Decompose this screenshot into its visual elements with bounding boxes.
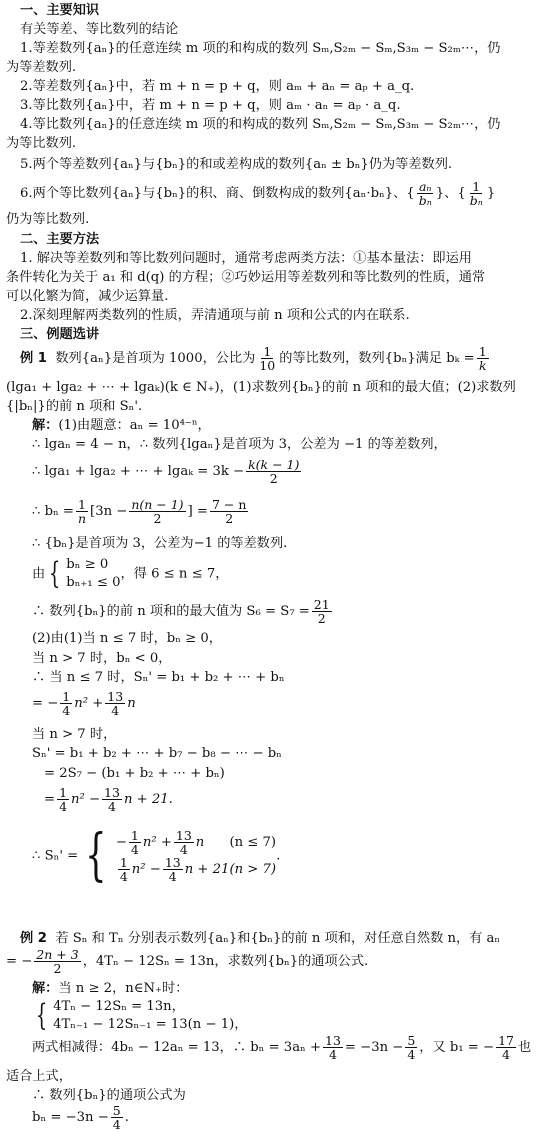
- example-1-line2: (lga₁ + lga₂ + ⋯ + lgaₖ)(k ∈ N₊)，(1)求数列{bₙ}的前 n 项和的最大值；(2)求数列: [6, 380, 516, 395]
- intro-line: 有关等差、等比数列的结论: [20, 22, 179, 37]
- item-2: 2.等差数列{aₙ}中，若 m + n = p + q，则 aₘ + aₙ = aₚ + a_q.: [20, 79, 415, 94]
- method-line-1: 1. 解决等差数列和等比数列问题时，通常考虑两类方法：①基本量法：即运用: [20, 251, 472, 266]
- example-1-line3: {|bₙ|}的前 n 项和 Sₙ'.: [6, 399, 143, 414]
- example-1-line1: 例 1 数列{aₙ}是首项为 1000，公比为 $\frac{1}{10}$ 的等比数列，数列{bₙ}满足 bₖ = $\frac{1}{k}$: [20, 344, 487, 374]
- solution-1-part2-line3: ∴ 当 n ≤ 7 时，Sₙ' = b₁ + b₂ + ⋯ + bₙ: [32, 670, 285, 685]
- method-line-3: 可以化繁为简，减少运算量.: [6, 289, 169, 304]
- solution-1-step5: ∴ {bₙ}是首项为 3，公差为−1 的等差数列.: [32, 536, 288, 551]
- solution-1-part2-line8: = $\frac{1}{4}$ n² − $\frac{13}{4}$ n + 21.: [44, 785, 173, 815]
- solution-2-line5: ∴ 数列{bₙ}的通项公式为: [32, 1088, 186, 1103]
- solution-2-line3: 两式相减得：4bₙ − 12aₙ = 13，∴ bₙ = 3aₙ + $\frac{13}{4}$ = −3n − $\frac{5}{4}$ ，又 b₁ = − $\frac{17}{4}$ 也: [32, 1033, 532, 1063]
- fraction-1-over-b: $\frac{1}{\text{bₙ}}$: [469, 179, 483, 209]
- solution-1-step3: ∴ lga₁ + lga₂ + ⋯ + lgaₖ = 3k − $\frac{k(k - 1)}{2}$: [32, 457, 300, 487]
- item-6-line1: 6.两个等比数列{aₙ}与{bₙ}的积、商、倒数构成的数列{aₙ·bₙ}、{ $\frac{\text{aₙ}}{\text{bₙ}}$ }、{ $\frac{1}{\text{bₙ}}$ }: [20, 179, 496, 209]
- solution-1-step7: ∴ 数列{bₙ}的前 n 项和的最大值为 S₆ = S₇ = $\frac{21}{2}$: [32, 597, 330, 627]
- solution-1-part2-line1: (2)由(1)当 n ≤ 7 时，bₙ ≥ 0，: [32, 631, 222, 646]
- item-1-line2: 为等差数列.: [6, 60, 77, 75]
- example-2-line2: = − $\frac{2n + 3}{2}$ ，4Tₙ − 12Sₙ = 13n，求数列{bₙ}的通项公式.: [6, 947, 369, 977]
- section-title-main-knowledge: 一、主要知识: [20, 3, 100, 18]
- solution-2-line4: 适合上式，: [6, 1069, 72, 1084]
- example-2-line1: 例 2 若 Sₙ 和 Tₙ 分别表示数列{aₙ}和{bₙ}的前 n 项和，对任意自然数 n，有 aₙ: [20, 931, 501, 946]
- item-5: 5.两个等差数列{aₙ}与{bₙ}的和或差构成的数列{aₙ ± bₙ}仍为等差数列.: [20, 157, 453, 172]
- item-4-line2: 为等比数列.: [6, 136, 77, 151]
- solution-2-final: bₙ = −3n − $\frac{5}{4}$ .: [32, 1103, 129, 1132]
- method-line-4: 2.深刻理解两类数列的性质，弄清通项与前 n 项和公式的内在联系.: [20, 308, 410, 323]
- solution-1-part2-line5: 当 n > 7 时，: [32, 727, 117, 742]
- solution-1-step1: 解：(1)由题意：aₙ = 10⁴⁻ⁿ，: [32, 418, 211, 433]
- section-title-methods: 二、主要方法: [20, 232, 100, 247]
- solution-2-system: { 4Tₙ − 12Sₙ = 13n， 4Tₙ₋₁ − 12Sₙ₋₁ = 13(n − 1)，: [35, 997, 248, 1033]
- item-3: 3.等比数列{aₙ}中，若 m + n = p + q，则 aₘ · aₙ = aₚ · a_q.: [20, 98, 401, 113]
- solution-1-part2-line4: = − $\frac{1}{4}$ n² + $\frac{13}{4}$ n: [32, 689, 136, 719]
- item-4-line1: 4.等比数列{aₙ}的任意连续 m 项的和构成的数列 Sₘ,S₂ₘ − Sₘ,S₃ₘ − S₂ₘ⋯，仍: [20, 117, 501, 132]
- section-title-examples: 三、例题选讲: [20, 327, 100, 342]
- method-line-2: 条件转化为关于 a₁ 和 d(q) 的方程；②巧妙运用等差数列和等比数列的性质，通常: [6, 270, 486, 285]
- solution-1-part2-line2: 当 n > 7 时，bₙ < 0，: [32, 651, 172, 666]
- solution-1-part2-line7: = 2S₇ − (b₁ + b₂ + ⋯ + bₙ): [44, 766, 225, 781]
- solution-2-line1: 解：当 n ≥ 2，n∈N₊时：: [32, 981, 189, 996]
- fraction-a-over-b: $\frac{\text{aₙ}}{\text{bₙ}}$: [418, 179, 432, 209]
- solution-1-step6: 由 { bₙ ≥ 0 bₙ₊₁ ≤ 0 ，得 6 ≤ n ≤ 7，: [32, 555, 229, 591]
- solution-1-step2: ∴ lgaₙ = 4 − n，∴ 数列{lgaₙ}是首项为 3，公差为 −1 的等差数列，: [32, 437, 447, 452]
- solution-1-part2-line6: Sₙ' = b₁ + b₂ + ⋯ + b₇ − b₈ − ⋯ − bₙ: [32, 746, 282, 761]
- item-1-line1: 1.等差数列{aₙ}的任意连续 m 项的和构成的数列 Sₘ,S₂ₘ − Sₘ,S₃ₘ − S₂ₘ⋯，仍: [20, 41, 501, 56]
- item-6-line2: 仍为等比数列.: [6, 212, 90, 227]
- solution-1-step4: ∴ bₙ = $\frac{1}{n}$ [3n − $\frac{n(n - 1)}{2}$ ] = $\frac{7 - n}{2}$: [32, 497, 247, 527]
- solution-1-part2-piecewise: ∴ Sₙ' = { − $\frac{1}{4}$ n² + $\frac{13}{4}$ n (n ≤ 7) $\frac{1}{4}$ n² − $\frac{13}{4}$ n + 21(n > 7) .: [32, 823, 281, 888]
